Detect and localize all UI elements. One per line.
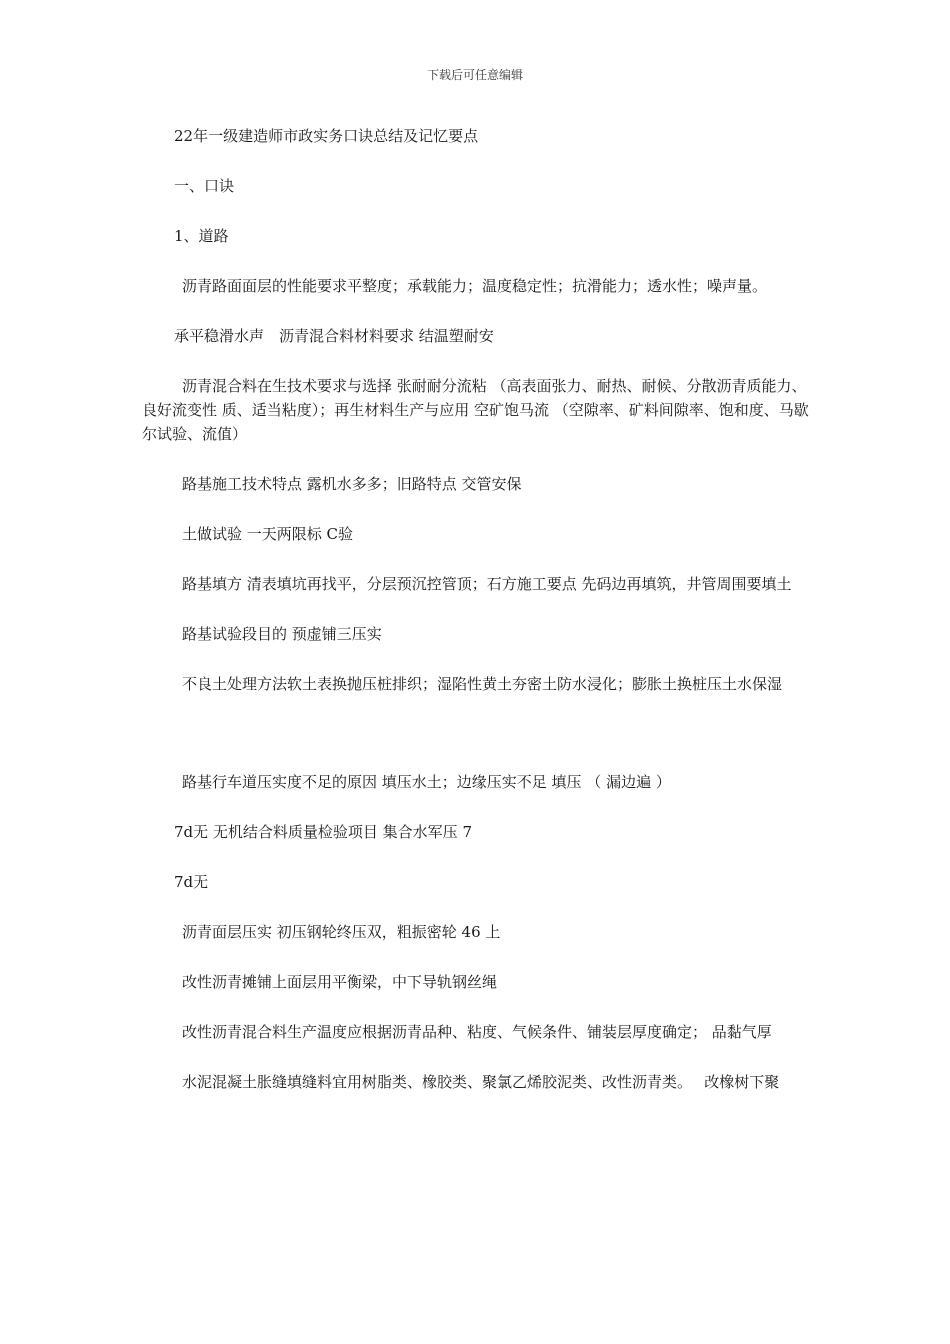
paragraph: 路基行车道压实度不足的原因 填压水土；边缘压实不足 填压 （ 漏边遍 ）: [182, 773, 671, 791]
paragraph: 路基施工技术特点 露机水多多；旧路特点 交管安保: [182, 475, 522, 493]
paragraph: 沥青路面面层的性能要求平整度；承载能力；温度稳定性；抗滑能力；透水性；噪声量。: [182, 277, 768, 295]
paragraph: 沥青面层压实 初压钢轮终压双，粗振密轮 46 上: [182, 923, 501, 941]
subsection-heading: 1、道路: [174, 227, 229, 245]
paragraph: 7d无 无机结合料质量检验项目 集合水军压 7: [174, 823, 472, 841]
paragraph: 水泥混凝土胀缝填缝料宜用树脂类、橡胶类、聚氯乙烯胶泥类、改性沥青类。 改橡树下聚: [182, 1073, 780, 1091]
paragraph: 7d无: [174, 873, 209, 891]
paragraph: 改性沥青摊铺上面层用平衡梁，中下导轨钢丝绳: [182, 973, 498, 991]
paragraph: 承平稳滑水声 沥青混合料材料要求 结温塑耐安: [174, 327, 494, 345]
paragraph: 土做试验 一天两限标 C验: [182, 525, 354, 543]
paragraph: 不良土处理方法软土表换抛压桩排织；湿陷性黄土夯密土防水浸化；膨胀土换桩压土水保湿: [182, 675, 783, 693]
paragraph: 路基试验段目的 预虚铺三压实: [182, 625, 382, 643]
section-heading: 一、口诀: [174, 177, 235, 195]
paragraph: 改性沥青混合料生产温度应根据沥青品种、粘度、气候条件、铺装层厚度确定； 品黏气厚: [182, 1023, 772, 1041]
page-header: 下载后可任意编辑: [426, 68, 523, 82]
paragraph: 沥青混合料在生技术要求与选择 张耐耐分流粘 （高表面张力、耐热、耐候、分散沥青质能力、良好流变性 质、适当粘度）；再生材料生产与应用 空矿饱马流 （空隙率、矿料间隙率、饱和度、马歇尔试验、流值）: [142, 377, 809, 443]
paragraph: 路基填方 清表填坑再找平，分层预沉控管顶；石方施工要点 先码边再填筑，井管周围要填土: [182, 575, 792, 593]
document-body: [142, 124, 812, 1120]
document-title: 22年一级建造师市政实务口诀总结及记忆要点: [174, 127, 479, 145]
